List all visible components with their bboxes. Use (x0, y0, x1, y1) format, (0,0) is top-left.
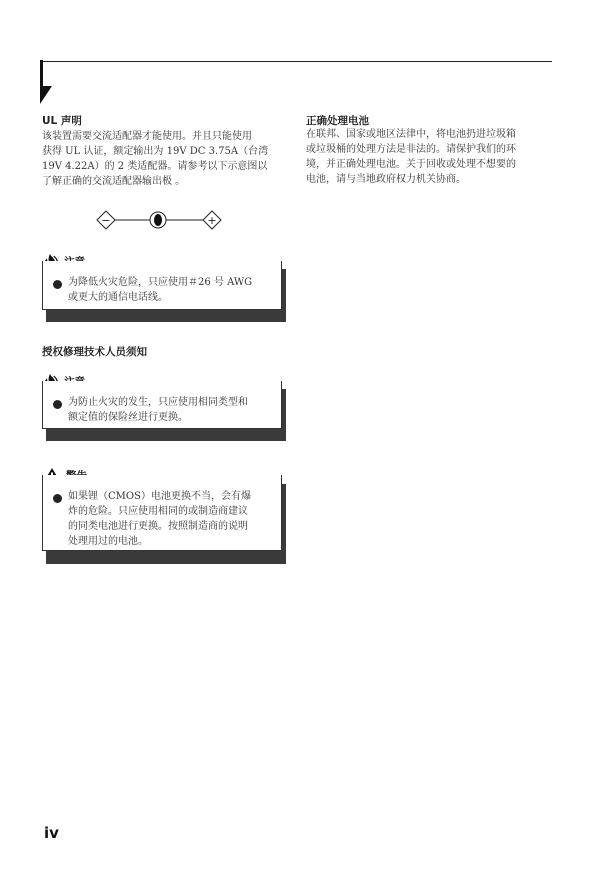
caution-line: 为降低火灾危险，只应使用＃26 号 AWG (68, 277, 253, 288)
ul-statement-line: 获得 UL 认证，额定输出为 19V DC 3.75A（台湾 (42, 146, 269, 157)
warning-box (42, 467, 282, 551)
battery-disposal-heading: 正确处理电池 (306, 115, 369, 127)
battery-disposal-line: 或垃圾桶的处理方法是非法的。请保护我们的环 (306, 144, 516, 155)
warning-line: 的同类电池进行更换。按照制造商的说明 (68, 521, 248, 532)
ul-statement-line: 该装置需要交流适配器才能使用。并且只能使用 (42, 131, 252, 142)
caution-body-box (42, 381, 282, 429)
caution-body-box (42, 261, 282, 310)
warning-line: 如果锂（CMOS）电池更换不当，会有爆 (68, 491, 251, 502)
ul-statement-line: 了解正确的交流适配器输出极 。 (42, 176, 186, 187)
ul-statement-body (42, 129, 286, 189)
negative-symbol: − (101, 214, 111, 227)
corner-mark-icon (40, 60, 52, 104)
caution-line: 或更大的通信电话线。 (68, 292, 168, 303)
bullet-icon (53, 400, 62, 409)
caution-box-1 (42, 253, 282, 310)
caution-text (68, 395, 278, 425)
bullet-icon (53, 280, 62, 289)
positive-symbol: + (207, 214, 217, 227)
warning-text (68, 489, 278, 549)
caution-line: 为防止火灾的发生，只应使用相同类型和 (68, 397, 248, 408)
bullet-icon (53, 494, 62, 503)
repair-technician-heading: 授权修理技术人员须知 (42, 346, 147, 358)
warning-line: 处理用过的电池。 (68, 536, 148, 547)
caution-line: 额定值的保险丝进行更换。 (68, 412, 188, 423)
page-number: iv (44, 824, 59, 842)
caution-box-2 (42, 373, 282, 429)
battery-disposal-body (306, 127, 550, 187)
ul-statement-line: 19V 4.22A）的 2 类适配器。请参考以下示意图以 (42, 161, 268, 172)
ul-statement-heading: UL 声明 (42, 115, 82, 127)
header-rule (42, 61, 552, 62)
warning-body-box (42, 475, 282, 551)
battery-disposal-line: 境，并正确处理电池。关于回收或处理不想要的 (306, 159, 516, 170)
polarity-diagram (96, 205, 222, 235)
center-pin-inner-icon (154, 214, 162, 226)
caution-text (68, 275, 278, 305)
battery-disposal-line: 电池，请与当地政府权力机关协商。 (306, 174, 466, 185)
battery-disposal-line: 在联邦、国家或地区法律中，将电池扔进垃圾箱 (306, 129, 516, 140)
warning-line: 炸的危险。只应使用相同的或制造商建议 (68, 506, 248, 517)
